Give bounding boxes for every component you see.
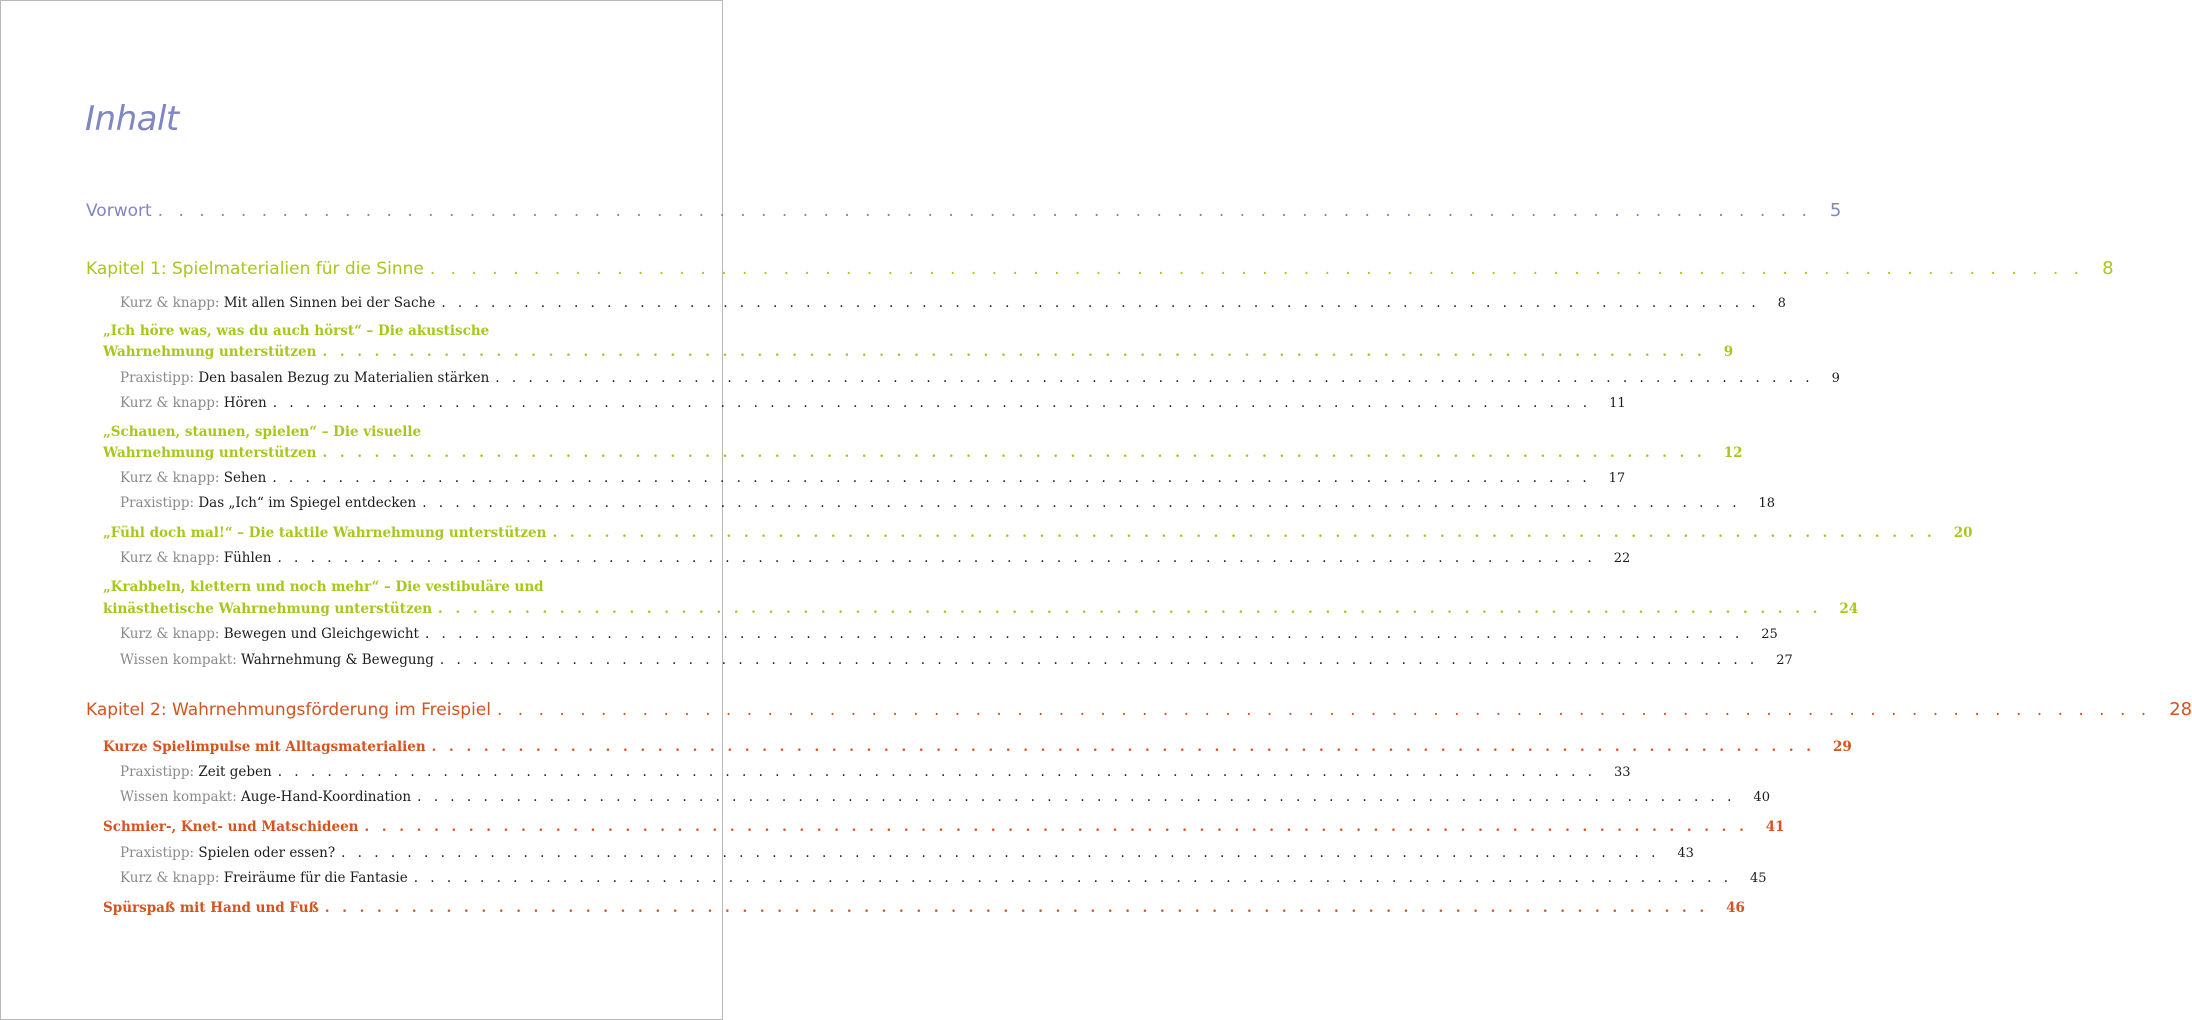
dot-leader: . . . . . . . . . . . . . . . . . . . . . . . . . . . . . . . . . . . . . . . . . . . . . . . . . . . . . . . . . . . . . . . . . . . . . . . . . . . . . . . .	[277, 764, 1597, 780]
entry-label: Kurz & knapp:	[120, 395, 220, 411]
entry-label: Kurz & knapp:	[120, 626, 220, 642]
toc-sub-entry[interactable]	[120, 295, 1786, 311]
dot-leader: . . . . . . . . . . . . . . . . . . . . . . . . . . . . . . . . . . . . . . . . . . . . . . . . . . . . . . . . . . . . . . . . . . . . . . . . . . . . . . . .	[439, 652, 1759, 668]
entry-label: Praxistipp:	[120, 495, 195, 511]
dot-leader: . . . . . . . . . . . . . . . . . . . . . . . . . . . . . . . . . . . . . . . . . . . . . . . . . . . . . . . . . . . . . . . . . . . . . . . . . . . . . . . .	[277, 550, 1596, 566]
page-title: Inhalt	[85, 99, 179, 139]
entry-title: Sehen	[223, 470, 267, 486]
toc-sub-entry[interactable]	[120, 470, 1626, 486]
toc-section-vestibulaer[interactable]	[103, 601, 1859, 617]
entry-title: Spielen oder essen?	[198, 845, 336, 861]
page-number: 9	[1831, 371, 1840, 386]
toc-section-visuell[interactable]	[103, 445, 1743, 461]
toc-sub-entry[interactable]	[120, 495, 1776, 511]
entry-title: Wahrnehmung unterstützen	[103, 344, 317, 360]
toc-section-taktil[interactable]	[103, 525, 1973, 541]
dot-leader: . . . . . . . . . . . . . . . . . . . . . . . . . . . . . . . . . . . . . . . . . . . . . . . . . . . . . . . . . . . . . . . . . . . . . . . . . . . . . . . .	[322, 344, 1706, 360]
page-number: 28	[2169, 699, 2192, 720]
page-number: 43	[1677, 846, 1694, 861]
entry-label: Kurz & knapp:	[120, 550, 220, 566]
toc-entry-vorwort[interactable]	[86, 200, 1842, 221]
toc-section-title-line1[interactable]: „Krabbeln, klettern und noch mehr“ – Die vestibuläre und	[103, 579, 544, 595]
chapter-title: Kapitel 2: Wahrnehmungsförderung im Freispiel	[86, 700, 491, 720]
toc-sub-entry[interactable]	[120, 764, 1631, 780]
toc-sub-entry[interactable]	[120, 370, 1840, 386]
dot-leader: . . . . . . . . . . . . . . . . . . . . . . . . . . . . . . . . . . . . . . . . . . . . . . . . . . . . . . . . . . . . . . . . . . . . . . . . . . . . . . . .	[424, 626, 1744, 642]
toc-sub-entry[interactable]	[120, 550, 1631, 566]
page-number: 22	[1613, 551, 1631, 566]
page-number: 41	[1765, 819, 1785, 835]
entry-title: Den basalen Bezug zu Materialien stärken	[198, 370, 490, 386]
dot-leader: . . . . . . . . . . . . . . . . . . . . . . . . . . . . . . . . . . . . . . . . . . . . . . . . . . . . . . . . . . . . . . . . . . . . . . . . . . . . . . . .	[413, 870, 1732, 886]
page-number: 25	[1761, 627, 1778, 642]
toc-sub-entry[interactable]	[120, 395, 1626, 411]
page-number: 29	[1832, 739, 1852, 755]
entry-title: kinästhetische Wahrnehmung unterstützen	[103, 601, 433, 617]
page-number: 12	[1723, 445, 1743, 461]
dot-leader: . . . . . . . . . . . . . . . . . . . . . . . . . . . . . . . . . . . . . . . . . . . . . . . . . . . . . . . . . . . . . . . . . . . . . . . . . . . . . . . .	[552, 525, 1936, 541]
dot-leader: . . . . . . . . . . . . . . . . . . . . . . . . . . . . . . . . . . . . . . . . . . . . . . . . . . . . . . . . . . . . . . . . . . . . . . . . . . . . . . . .	[441, 295, 1760, 311]
entry-title: Wahrnehmung unterstützen	[103, 445, 317, 461]
entry-label: Kurz & knapp:	[120, 870, 220, 886]
entry-title: Kurze Spielimpulse mit Alltagsmaterialien	[103, 739, 426, 755]
dot-leader: . . . . . . . . . . . . . . . . . . . . . . . . . . . . . . . . . . . . . . . . . . . . . . . . . . . . . . . . . . . . . . . . . . . . . . . . . . . . . . . .	[341, 845, 1660, 861]
page-number: 18	[1758, 496, 1776, 511]
toc-section-akustisch[interactable]	[103, 344, 1734, 360]
entry-title: Auge-Hand-Koordination	[241, 789, 412, 805]
dot-leader: . . . . . . . . . . . . . . . . . . . . . . . . . . . . . . . . . . . . . . . . . . . . . . . . . . . . . . . . . . . . . . . . . . . . . . . . . . . . . . . .	[324, 900, 1709, 916]
page-number: 8	[1777, 296, 1786, 311]
dot-leader: . . . . . . . . . . . . . . . . . . . . . . . . . . . . . . . . . . . . . . . . . . . . . . . . . . . . . . . . . . . . . . . . . . . . . . . . . . . . . . . .	[272, 395, 1592, 411]
entry-title: Fühlen	[223, 550, 272, 566]
dot-leader: . . . . . . . . . . . . . . . . . . . . . . . . . . . . . . . . . . . . . . . . . . . . . . . . . . . . . . . . . . . . . . . . . . . . . . . . . . . . . . . .	[497, 700, 2152, 720]
toc-sub-entry[interactable]	[120, 626, 1778, 642]
dot-leader: . . . . . . . . . . . . . . . . . . . . . . . . . . . . . . . . . . . . . . . . . . . . . . . . . . . . . . . . . . . . . . . . . . . . . . . . . . . . . . . .	[157, 201, 1812, 221]
dot-leader: . . . . . . . . . . . . . . . . . . . . . . . . . . . . . . . . . . . . . . . . . . . . . . . . . . . . . . . . . . . . . . . . . . . . . . . . . . . . . . . .	[422, 495, 1741, 511]
entry-title: Vorwort	[86, 201, 152, 221]
dot-leader: . . . . . . . . . . . . . . . . . . . . . . . . . . . . . . . . . . . . . . . . . . . . . . . . . . . . . . . . . . . . . . . . . . . . . . . . . . . . . . . .	[431, 739, 1815, 755]
entry-label: Kurz & knapp:	[120, 470, 220, 486]
page-number: 9	[1723, 344, 1734, 360]
entry-title: Freiräume für die Fantasie	[223, 870, 408, 886]
toc-section-alltag[interactable]	[103, 739, 1852, 755]
page-number: 11	[1609, 396, 1626, 411]
toc-sub-entry[interactable]	[120, 652, 1793, 668]
entry-title: Zeit geben	[198, 764, 272, 780]
toc-section-title-line1[interactable]: „Ich höre was, was du auch hörst“ – Die akustische	[103, 323, 490, 339]
entry-title: Wahrnehmung & Bewegung	[241, 652, 434, 668]
entry-title: Spürspaß mit Hand und Fuß	[103, 900, 319, 916]
page-number: 46	[1726, 900, 1745, 916]
entry-title: Hören	[223, 395, 267, 411]
dot-leader: . . . . . . . . . . . . . . . . . . . . . . . . . . . . . . . . . . . . . . . . . . . . . . . . . . . . . . . . . . . . . . . . . . . . . . . . . . . . . . . .	[495, 370, 1814, 386]
toc-sub-entry[interactable]	[120, 845, 1694, 861]
toc-chapter-1[interactable]	[86, 258, 2114, 279]
entry-title: Schmier-, Knet- und Matschideen	[103, 819, 359, 835]
toc-section-spuerspass[interactable]	[103, 900, 1745, 916]
page-number: 20	[1953, 525, 1973, 541]
entry-title: Bewegen und Gleichgewicht	[223, 626, 419, 642]
dot-leader: . . . . . . . . . . . . . . . . . . . . . . . . . . . . . . . . . . . . . . . . . . . . . . . . . . . . . . . . . . . . . . . . . . . . . . . . . . . . . . . .	[364, 819, 1748, 835]
toc-section-matsch[interactable]	[103, 819, 1785, 835]
toc-chapter-2[interactable]	[86, 699, 2192, 720]
dot-leader: . . . . . . . . . . . . . . . . . . . . . . . . . . . . . . . . . . . . . . . . . . . . . . . . . . . . . . . . . . . . . . . . . . . . . . . . . . . . . . . .	[272, 470, 1591, 486]
page-number: 45	[1750, 871, 1767, 886]
entry-label: Praxistipp:	[120, 845, 195, 861]
entry-title: Mit allen Sinnen bei der Sache	[223, 295, 436, 311]
chapter-title: Kapitel 1: Spielmaterialien für die Sinne	[86, 259, 424, 279]
page-number: 24	[1839, 601, 1859, 617]
entry-label: Wissen kompakt:	[120, 789, 237, 805]
entry-title: „Fühl doch mal!“ – Die taktile Wahrnehmung unterstützen	[103, 525, 547, 541]
entry-label: Praxistipp:	[120, 764, 195, 780]
page-number: 17	[1608, 471, 1626, 486]
dot-leader: . . . . . . . . . . . . . . . . . . . . . . . . . . . . . . . . . . . . . . . . . . . . . . . . . . . . . . . . . . . . . . . . . . . . . . . . . . . . . . . .	[417, 789, 1736, 805]
dot-leader: . . . . . . . . . . . . . . . . . . . . . . . . . . . . . . . . . . . . . . . . . . . . . . . . . . . . . . . . . . . . . . . . . . . . . . . . . . . . . . . .	[438, 601, 1822, 617]
toc-section-title-line1[interactable]: „Schauen, staunen, spielen“ – Die visuelle	[103, 424, 422, 440]
entry-label: Kurz & knapp:	[120, 295, 220, 311]
page-number: 33	[1614, 765, 1631, 780]
dot-leader: . . . . . . . . . . . . . . . . . . . . . . . . . . . . . . . . . . . . . . . . . . . . . . . . . . . . . . . . . . . . . . . . . . . . . . . . . . . . . . . .	[322, 445, 1706, 461]
page-number: 27	[1776, 653, 1793, 668]
dot-leader: . . . . . . . . . . . . . . . . . . . . . . . . . . . . . . . . . . . . . . . . . . . . . . . . . . . . . . . . . . . . . . . . . . . . . . . . . . . . . . . .	[429, 259, 2085, 279]
entry-label: Wissen kompakt:	[120, 652, 237, 668]
page-number: 40	[1753, 790, 1770, 805]
entry-label: Praxistipp:	[120, 370, 195, 386]
entry-title: Das „Ich“ im Spiegel entdecken	[198, 495, 417, 511]
toc-sub-entry[interactable]	[120, 870, 1767, 886]
page-number: 8	[2102, 258, 2114, 279]
page-number: 5	[1829, 200, 1842, 221]
toc-sub-entry[interactable]	[120, 789, 1770, 805]
